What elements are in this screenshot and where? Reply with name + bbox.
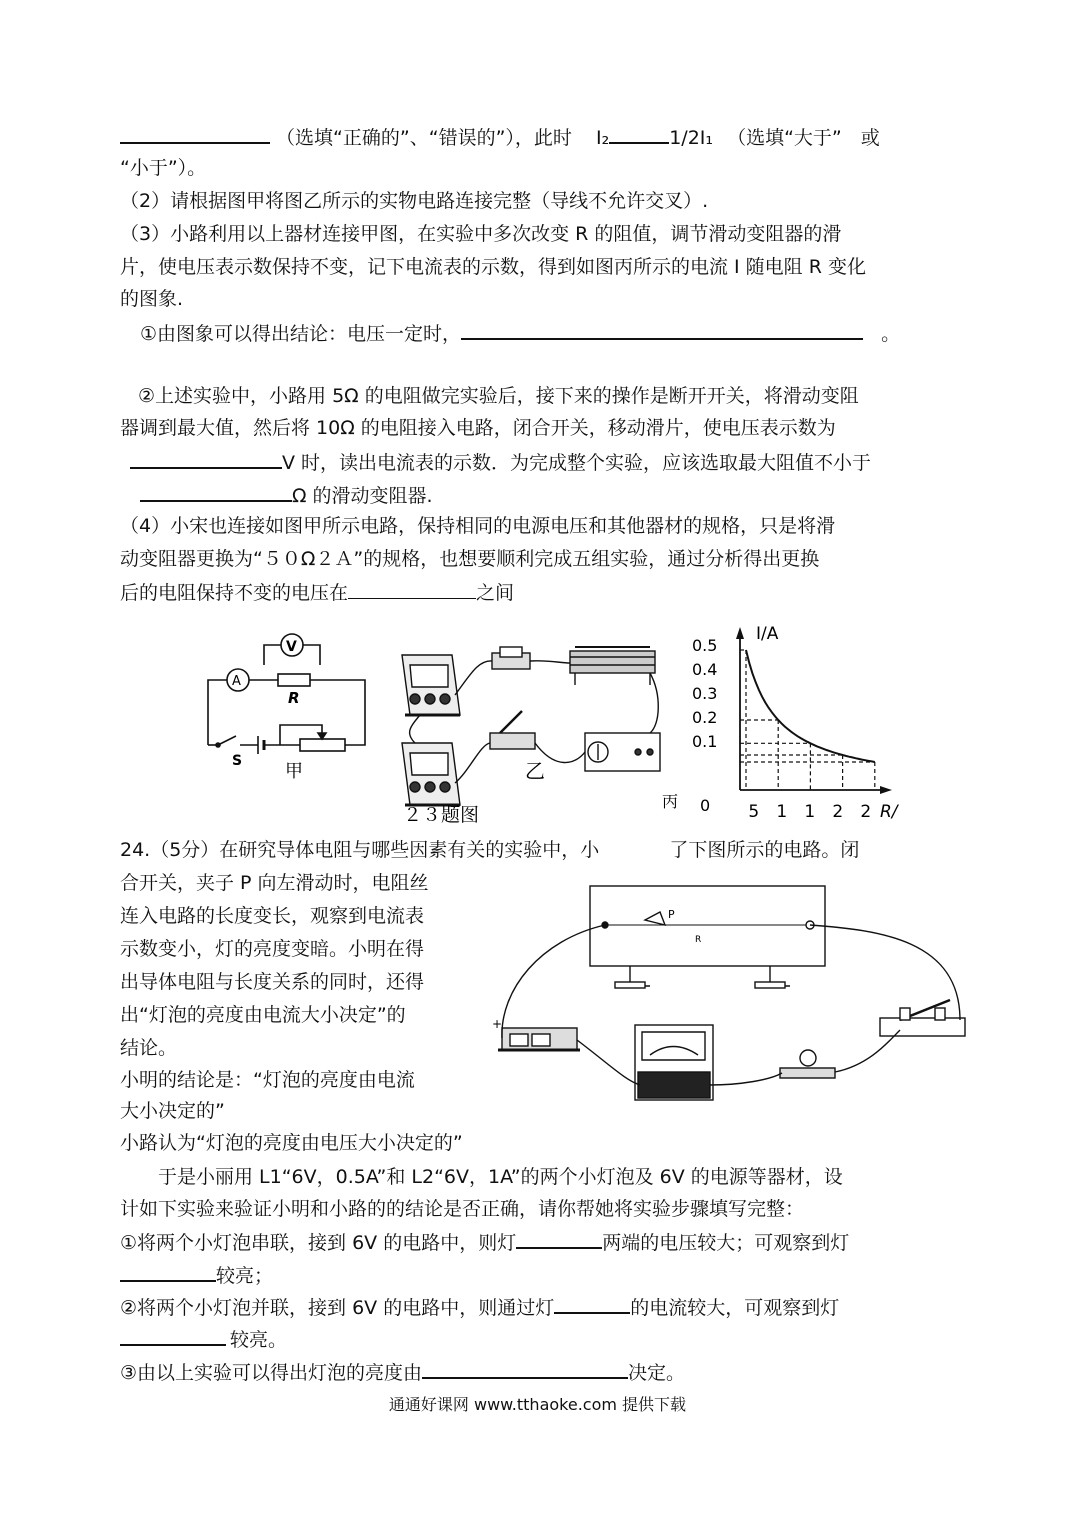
q24-line2: 连入电路的长度变长，观察到电流表 <box>120 905 425 927</box>
rheostat-device <box>570 647 655 685</box>
ammeter-device-24 <box>635 1025 713 1100</box>
q24-head <box>120 838 859 862</box>
answer-blank[interactable] <box>140 482 292 502</box>
graph-ytick-label: 0.5 <box>692 636 718 655</box>
clip-label: P <box>668 908 675 921</box>
answer-blank[interactable] <box>422 1359 628 1379</box>
text: ②将两个小灯泡并联，接到 6V 的电路中，则通过灯 <box>120 1297 555 1319</box>
resistance-wire-board <box>590 886 825 966</box>
q23-conclusion2-line3 <box>130 449 871 475</box>
q24-line10: 于是小丽用 L1“6V，0.5A”和 L2“6V，1A”的两个小灯泡及 6V 的电源等器材，设 <box>120 1166 843 1188</box>
resistor-device <box>492 647 530 669</box>
answer-blank[interactable] <box>609 124 669 144</box>
symbol-i2: I₂ <box>595 127 610 149</box>
label-jia: 甲 <box>285 761 303 782</box>
q23-conclusion1 <box>140 320 900 346</box>
answer-blank[interactable] <box>348 580 476 599</box>
q24-line6: 结论。 <box>120 1037 178 1059</box>
figure-24 <box>480 880 980 1105</box>
q23-part2: （2）请根据图甲将图乙所示的实物电路连接完整（导线不允许交叉）. <box>120 190 709 212</box>
text: Ω 的滑动变阻器. <box>292 485 433 507</box>
graph-xtick-label: 2 <box>860 802 872 822</box>
q24-line5: 出“灯泡的亮度由电流大小决定”的 <box>120 1004 406 1026</box>
text: 。 <box>881 323 901 345</box>
graph-xtick-label: 1 <box>776 802 788 822</box>
q24-line11: 计如下实验来验证小明和小路的的结论是否正确，请你帮她将实验步骤填写完整： <box>120 1198 805 1220</box>
text: （选填“正确的”、“错误的”），此时 <box>276 127 572 149</box>
q24-line1: 合开关，夹子 P 向左滑动时，电阻丝 <box>120 872 429 894</box>
text: 较亮； <box>216 1265 274 1287</box>
graph-ytick-label: 0.1 <box>692 732 718 751</box>
q23-part3-line2: 片，使电压表示数保持不变，记下电流表的示数，得到如图丙所示的电流 I 随电阻 R 变化 <box>120 256 866 278</box>
battery-plus: + <box>492 1017 503 1031</box>
q24-step2 <box>120 1294 839 1320</box>
graph-origin: 0 <box>700 796 711 815</box>
q23-part4-line2: 动变阻器更换为“５０Ω２Ａ”的规格，也想要顺利完成五组实验，通过分析得出更换 <box>120 548 820 570</box>
q24-step1 <box>120 1229 849 1255</box>
text: 之间 <box>476 582 515 604</box>
figure-23 <box>0 615 1075 830</box>
text: 决定。 <box>628 1362 686 1384</box>
text: 24.（5分）在研究导体电阻与哪些因素有关的实验中，小 <box>120 839 600 861</box>
graph-bing <box>692 627 892 822</box>
q23-line2: “小于”）。 <box>120 157 207 179</box>
q24-line7: 小明的结论是：“灯泡的亮度由电流 <box>120 1069 415 1091</box>
answer-blank[interactable] <box>516 1229 602 1249</box>
q24-step1-cont <box>120 1262 273 1288</box>
label-yi: 乙 <box>525 759 545 783</box>
graph-xtick-label: 5 <box>748 802 760 822</box>
text: （选填“大于” 或 <box>727 127 880 149</box>
voltmeter-device <box>402 655 460 715</box>
answer-blank[interactable] <box>120 124 270 144</box>
text: ①由图象可以得出结论：电压一定时， <box>140 323 462 345</box>
graph-ylabel: I/A <box>756 624 779 644</box>
answer-blank[interactable] <box>461 320 863 340</box>
text: V 时，读出电流表的示数．为完成整个实验，应该选取最大阻值不小于 <box>282 452 872 474</box>
q23-conclusion2-line2: 器调到最大值，然后将 10Ω 的电阻接入电路，闭合开关，移动滑片，使电压表示数为 <box>120 417 836 439</box>
ammeter-label: A <box>232 674 241 689</box>
q24-line3: 示数变小，灯的亮度变暗。小明在得 <box>120 938 425 960</box>
footer: 通通好课网 www.tthaoke.com 提供下载 <box>388 1395 687 1414</box>
q24-step2-cont <box>120 1326 287 1352</box>
text: ①将两个小灯泡串联，接到 6V 的电路中，则灯 <box>120 1232 517 1254</box>
q23-part3-line3: 的图象. <box>120 288 184 310</box>
q23-line1 <box>120 124 880 150</box>
rheostat-symbol <box>300 739 345 751</box>
graph-ytick-label: 0.4 <box>692 660 718 679</box>
text: 后的电阻保持不变的电压在 <box>120 582 349 604</box>
ammeter-device <box>402 743 460 805</box>
graph-xtick-label: 1 <box>804 802 816 822</box>
q24-line4: 出导体电阻与长度关系的同时，还得 <box>120 971 425 993</box>
q24-step3 <box>120 1359 685 1385</box>
graph-ytick-label: 0.3 <box>692 684 718 703</box>
answer-blank[interactable] <box>120 1326 226 1346</box>
q24-line8: 大小决定的” <box>120 1100 225 1122</box>
figure-caption: ２３题图 <box>403 804 480 826</box>
wire-label: R <box>695 935 702 945</box>
bulb-device <box>780 1050 835 1078</box>
answer-blank[interactable] <box>130 449 282 469</box>
q23-part4-line1: （4）小宋也连接如图甲所示电路，保持相同的电源电压和其他器材的规格，只是将滑 <box>120 515 836 537</box>
graph-xtick-label: 2 <box>832 802 844 822</box>
q23-part3-line1: （3）小路利用以上器材连接甲图，在实验中多次改变 R 的阻值，调节滑动变阻器的滑 <box>120 223 842 245</box>
label-bing: 丙 <box>662 792 679 811</box>
text: ③由以上实验可以得出灯泡的亮度由 <box>120 1362 423 1384</box>
graph-xlabel: R/ <box>880 802 898 822</box>
switch-label: S <box>232 753 243 769</box>
switch-device <box>490 711 535 749</box>
symbol-half-i1: 1/2I₁ <box>669 127 714 149</box>
text: 的电流较大，可观察到灯 <box>630 1297 840 1319</box>
q23-part4-line3 <box>120 580 514 605</box>
graph-ytick-label: 0.2 <box>692 708 718 727</box>
answer-blank[interactable] <box>120 1262 216 1282</box>
switch-device-24 <box>880 1000 965 1036</box>
text: 了下图所示的电路。闭 <box>669 839 860 861</box>
resistor-symbol <box>278 674 310 686</box>
answer-blank[interactable] <box>554 1294 630 1314</box>
voltmeter-label: V <box>286 639 297 655</box>
text: 两端的电压较大；可观察到灯 <box>602 1232 850 1254</box>
q23-conclusion2-line1: ②上述实验中，小路用 5Ω 的电阻做完实验后，接下来的操作是断开开关，将滑动变阻 <box>138 385 859 407</box>
q24-line9: 小路认为“灯泡的亮度由电压大小决定的” <box>120 1132 463 1154</box>
battery-device <box>498 1028 580 1050</box>
battery-box-device <box>585 733 660 771</box>
resistor-label: R <box>288 689 300 707</box>
q23-conclusion2-line4 <box>140 482 433 508</box>
text: 较亮。 <box>230 1329 288 1351</box>
